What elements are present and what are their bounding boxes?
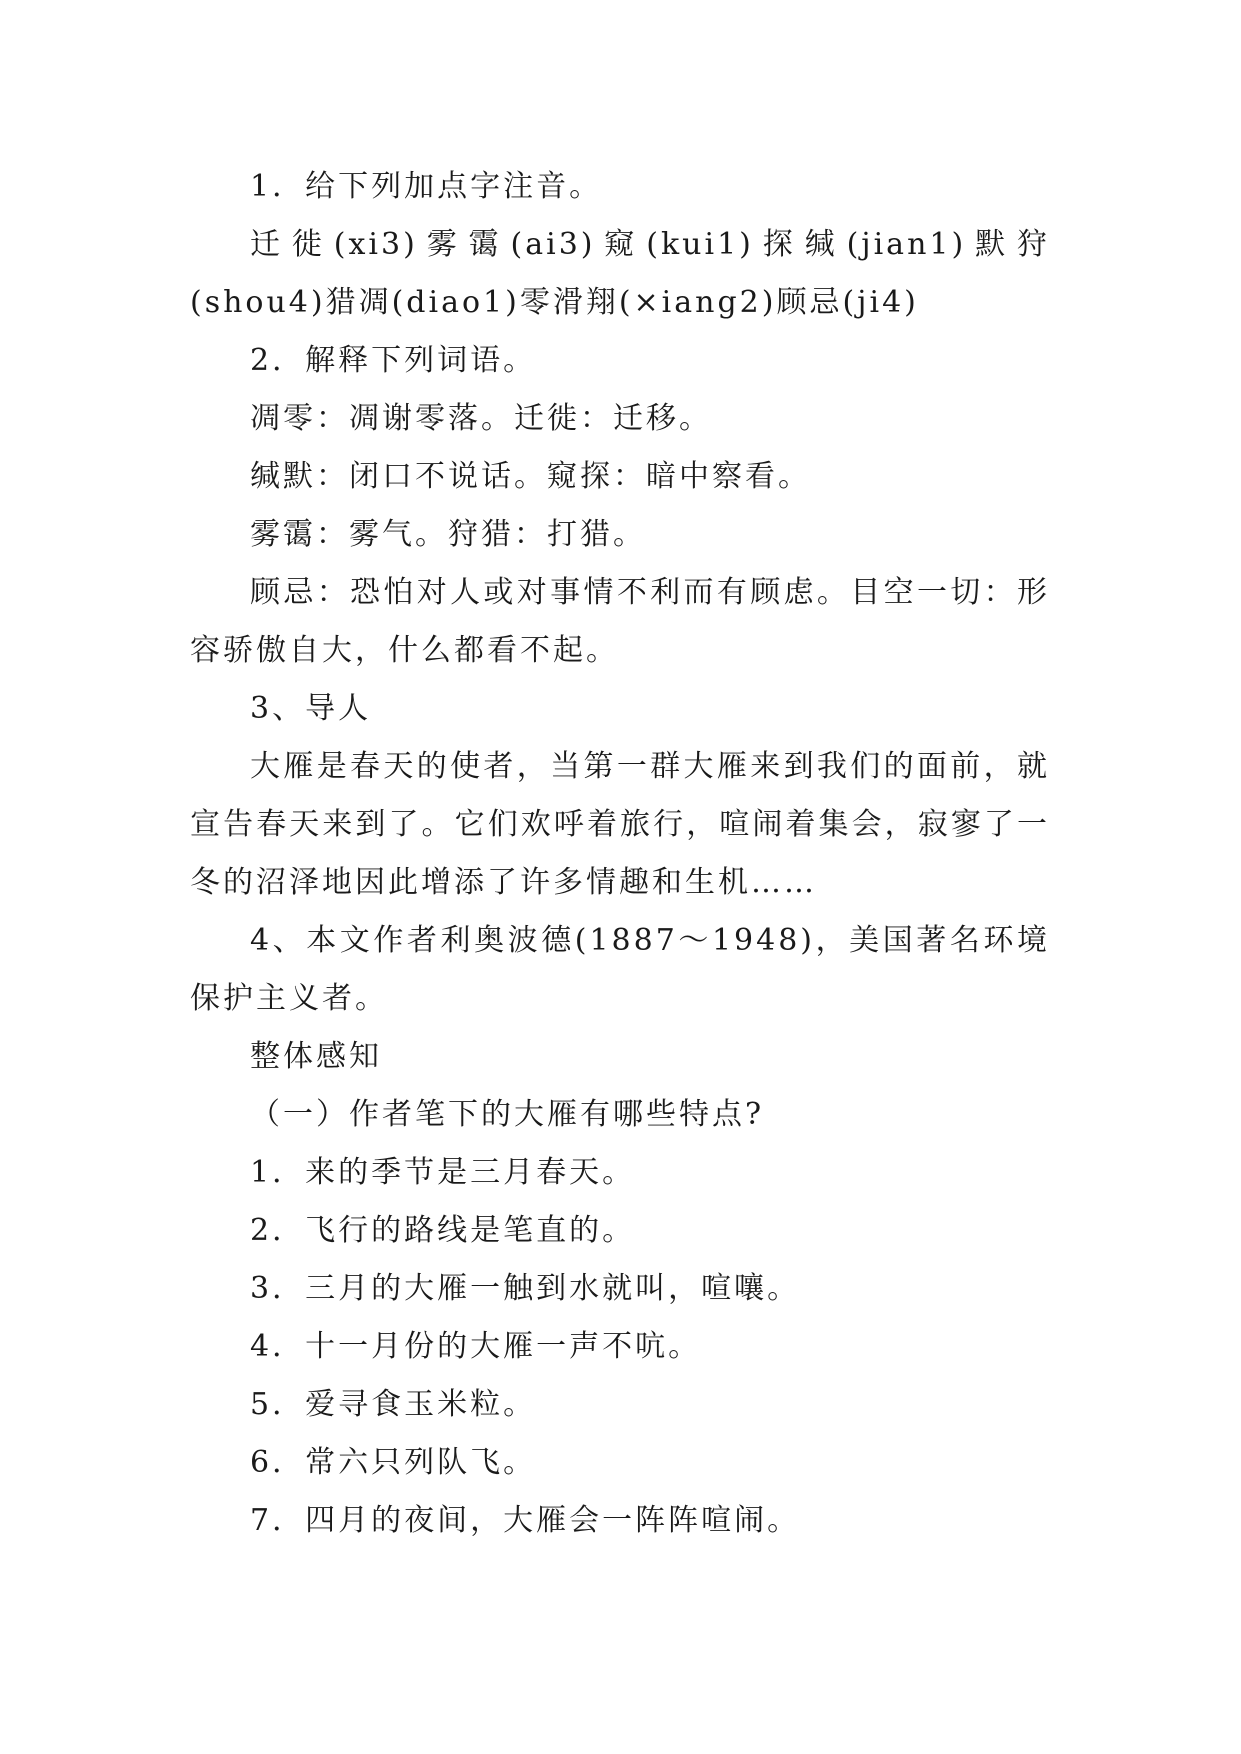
- section-3-heading: 3、导人: [250, 691, 372, 726]
- document-body: [190, 158, 1050, 1550]
- definition-line: 缄默：闭口不说话。窥探：暗中察看。: [250, 459, 811, 494]
- list-item: 4．十一月份的大雁一声不吭。: [250, 1329, 702, 1364]
- definition-line: 雾霭：雾气。狩猎：打猎。: [250, 517, 646, 552]
- definition-line: 凋零：凋谢零落。迁徙：迁移。: [250, 401, 712, 436]
- overall-perception-heading: 整体感知: [250, 1039, 382, 1074]
- exercise-1-heading: 1．给下列加点字注音。: [250, 169, 603, 204]
- question-heading: （一）作者笔下的大雁有哪些特点?: [250, 1097, 765, 1132]
- author-paragraph: 4、本文作者利奥波德(1887～1948)，美国著名环境保护主义者。: [190, 923, 1050, 1016]
- list-item: 7．四月的夜间，大雁会一阵阵喧闹。: [250, 1503, 801, 1538]
- list-item: 2．飞行的路线是笔直的。: [250, 1213, 636, 1248]
- introduction-paragraph: 大雁是春天的使者，当第一群大雁来到我们的面前，就宣告春天来到了。它们欢呼着旅行，喧闹着集会，寂寥了一冬的沼泽地因此增添了许多情趣和生机……: [190, 749, 1050, 900]
- definition-line: 顾忌：恐怕对人或对事情不利而有顾虑。目空一切：形容骄傲自大，什么都看不起。: [190, 575, 1050, 668]
- pinyin-annotations: 迁徙(xi3)雾霭(ai3)窥(kui1)探缄(jian1)默狩(shou4)猎凋(diao1)零滑翔(×iang2)顾忌(ji4): [190, 227, 1050, 320]
- exercise-2-heading: 2．解释下列词语。: [250, 343, 537, 378]
- list-item: 6．常六只列队飞。: [250, 1445, 537, 1480]
- list-item: 5．爱寻食玉米粒。: [250, 1387, 537, 1422]
- list-item: 3．三月的大雁一触到水就叫，喧嚷。: [250, 1271, 801, 1306]
- list-item: 1．来的季节是三月春天。: [250, 1155, 636, 1190]
